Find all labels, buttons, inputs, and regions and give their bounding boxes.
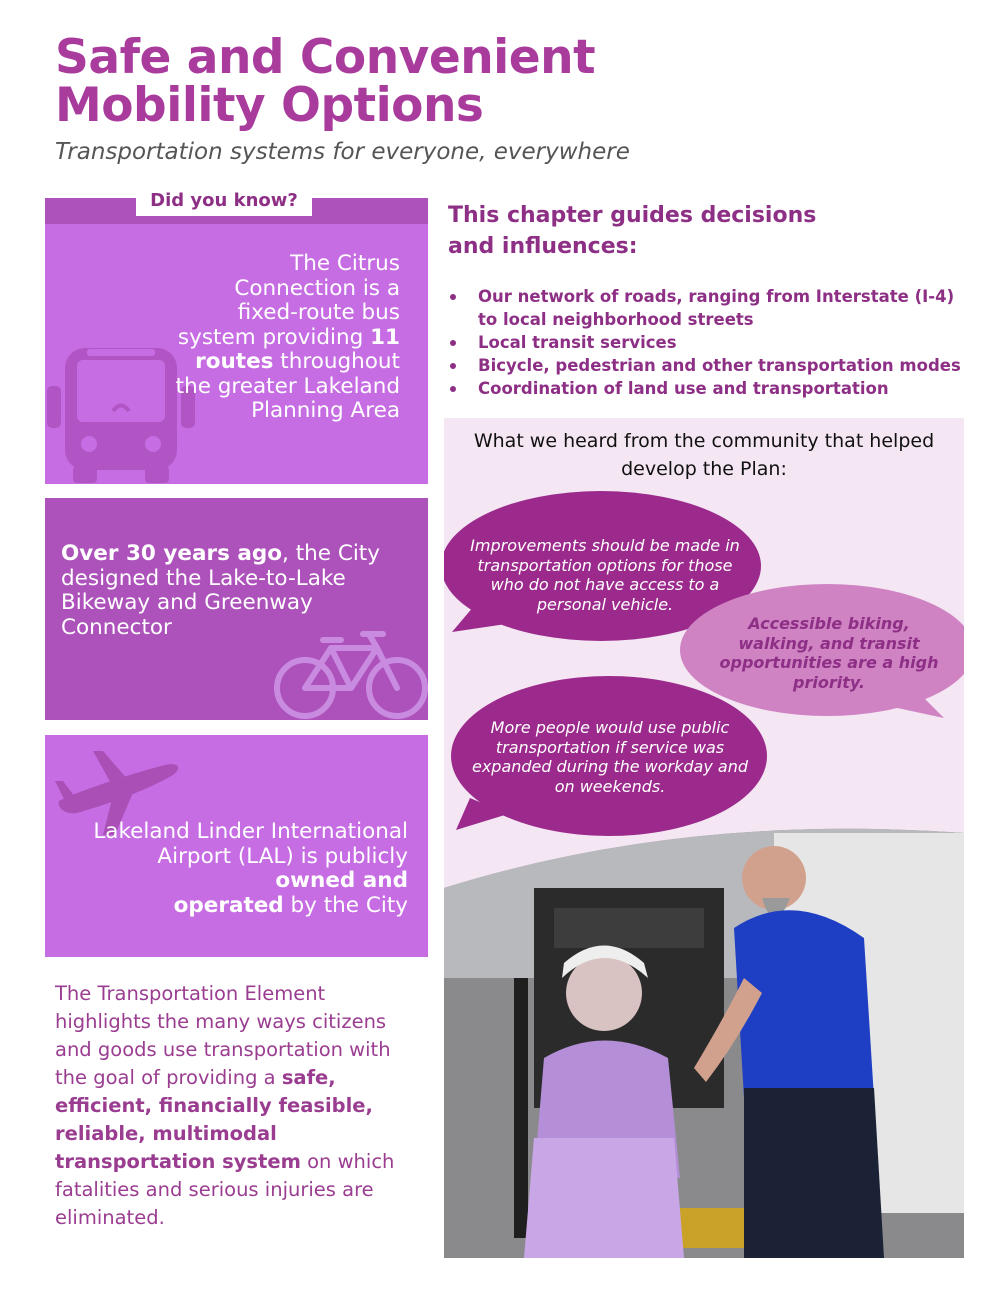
bikeway-text-post: , the City designed the Lake-to-Lake Bikeway and Greenway Connector [61,541,380,640]
community-heading: What we heard from the community that helped develop the Plan: [473,430,935,480]
transportation-element-summary [55,980,400,1232]
bullet-item-modes: Bicycle, pedestrian and other transportation modes [448,354,978,377]
community-feedback-panel [444,418,964,1258]
quote-expanded-service: More people would use public transportation if service was expanded during the workday and on weekends. [471,718,749,796]
title-line-2: Mobility Options [55,78,484,133]
citrus-text-pre: The Citrus Connection is a fixed-route bus system providing [177,251,400,350]
summary-pre: The Transportation Element highlights the many ways citizens and goods use transportation with the goal of providing a [55,982,391,1089]
airport-text [78,820,408,918]
page-title [55,30,596,133]
summary-post: on which fatalities and serious injuries are eliminated. [55,1150,395,1229]
citrus-text-routes: 11 routes [195,324,400,374]
chapter-bullet-list [448,285,978,400]
bikeway-text-years: Over 30 years ago [61,541,283,566]
title-line-1: Safe and Convenient [55,30,596,85]
bikeway-box [45,498,428,720]
airport-box [45,735,428,957]
summary-bold: safe, efficient, financially feasible, reliable, multimodal transportation system [55,1066,373,1173]
quote-vehicle-access: Improvements should be made in transportation options for those who do not have access to a personal vehicle. [470,536,740,614]
airport-text-pre: Lakeland Linder International Airport (LAL) is publicly [93,819,408,869]
bullet-item-land-use: Coordination of land use and transportation [448,377,978,400]
bicycle-icon [273,626,428,720]
quote-accessible-priority: Accessible biking, walking, and transit opportunities are a high priority. [719,614,939,692]
did-you-know-label: Did you know? [136,186,312,216]
airport-text-owned: owned and [275,868,408,893]
citrus-connection-text [170,252,400,424]
citrus-text-post: throughout the greater Lakeland Planning Area [175,349,400,423]
bullet-item-roads: Our network of roads, ranging from Interstate (I-4) to local neighborhood streets [448,285,978,331]
page-subtitle: Transportation systems for everyone, everywhere [55,139,630,165]
chapter-heading: This chapter guides decisions and influences: [448,203,817,259]
citrus-connection-box [45,198,428,484]
bullet-item-transit: Local transit services [448,331,978,354]
airport-text-post: by the City [283,892,408,918]
paratransit-lift-photo [444,829,964,1258]
airport-text-operated: operated [173,892,284,918]
